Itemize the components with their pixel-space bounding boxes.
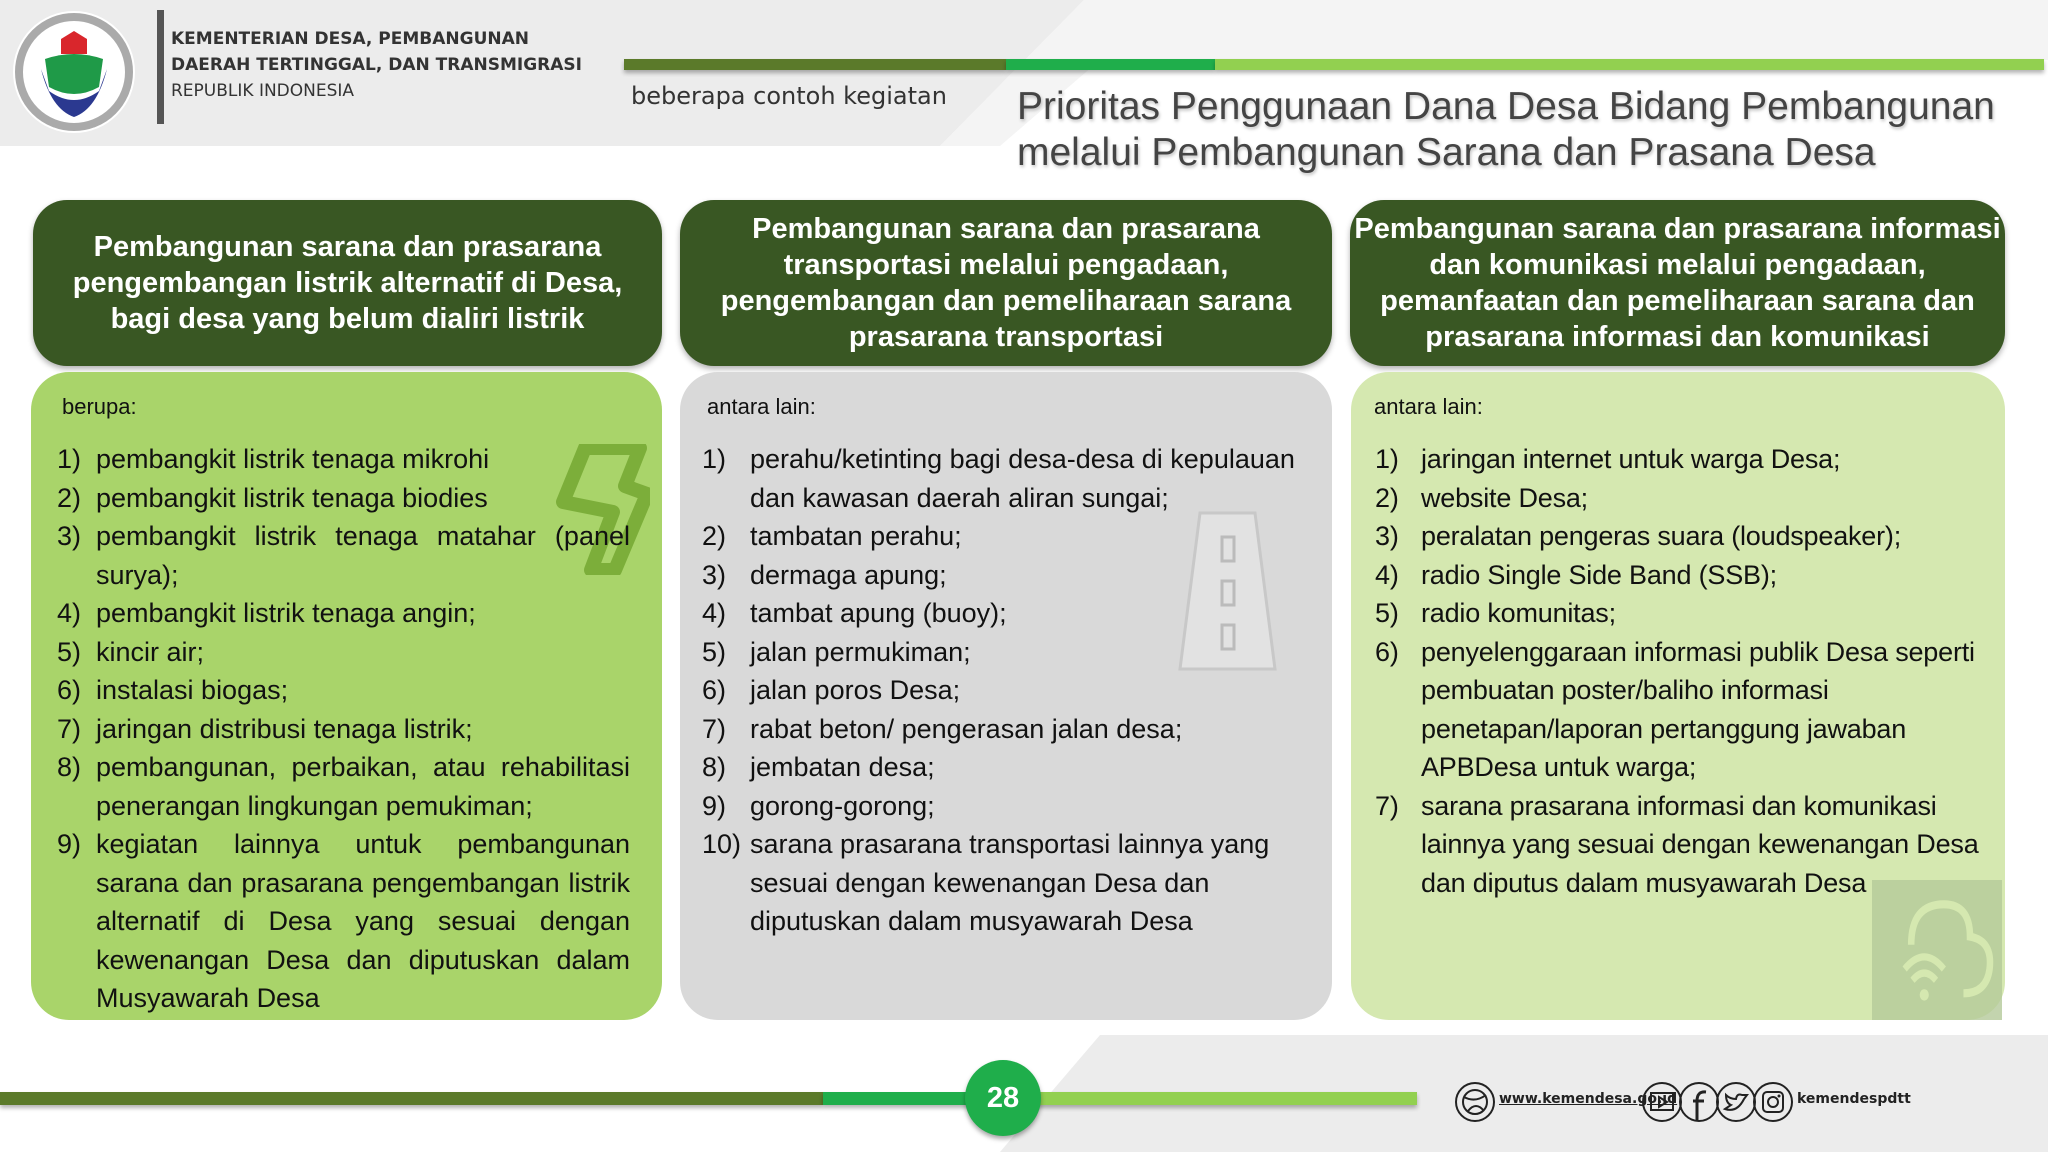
- list-item-number: 1): [1375, 444, 1399, 474]
- list-item: [1351, 787, 2005, 903]
- social-handle: kemendespdtt: [1797, 1091, 1911, 1107]
- list-item: [680, 671, 1332, 710]
- list-item-number: 5): [57, 636, 82, 667]
- list-item-number: 9): [702, 790, 727, 821]
- list-item-number: 7): [1375, 790, 1399, 821]
- ministry-name: [171, 26, 582, 104]
- list-item: [680, 710, 1332, 749]
- list-item-number: 8): [57, 752, 82, 782]
- list-item-number: 3): [1375, 521, 1399, 551]
- list-item: [31, 633, 662, 672]
- list-item: [680, 440, 1332, 517]
- list-item-text: radio Single Side Band (SSB);: [1421, 559, 1777, 590]
- list-item-text: tambat apung (buoy);: [750, 598, 1007, 628]
- column-3-intro: antara lain:: [1374, 394, 1483, 419]
- list-item: [31, 479, 662, 518]
- list-item: [1351, 633, 2005, 787]
- list-item: [680, 633, 1332, 672]
- list-item-number: 2): [57, 482, 82, 513]
- list-item-number: 3): [702, 559, 727, 590]
- list-item-number: 2): [702, 521, 727, 551]
- column-2-heading: Pembangunan sarana dan prasarana transportasi melalui pengadaan, pengembangan dan pemeliharaan sarana prasarana transportasi: [680, 200, 1332, 366]
- list-item-text: jaringan distribusi tenaga listrik;: [96, 713, 473, 744]
- list-item-number: 4): [57, 598, 82, 628]
- page-title: [1017, 84, 1995, 176]
- footer-bar-olive: [0, 1092, 823, 1105]
- list-item: [31, 825, 662, 1018]
- list-item: [680, 594, 1332, 633]
- list-item-number: 6): [1375, 636, 1399, 667]
- column-2-body: [680, 372, 1332, 1020]
- list-item-text: pembangkit listrik tenaga mikrohi: [96, 444, 490, 474]
- list-item-text: jalan poros Desa;: [750, 675, 961, 705]
- header-bar-olive: [624, 59, 1006, 70]
- list-item-number: 4): [1375, 559, 1399, 590]
- list-item-number: 6): [702, 675, 727, 705]
- column-3-list: [1351, 440, 2005, 902]
- header-divider: [157, 10, 164, 124]
- list-item-text: pembangkit listrik tenaga angin;: [96, 598, 476, 628]
- list-item-text: gorong-gorong;: [750, 790, 935, 821]
- list-item-text: sarana prasarana transportasi lainnya yang sesuai dengan kewenangan Desa dan diputuskan dalam musyawarah Desa: [750, 829, 1270, 936]
- list-item-number: 1): [702, 444, 727, 474]
- list-item: [680, 787, 1332, 826]
- header-bar-green: [1006, 59, 1215, 70]
- list-item: [31, 594, 662, 633]
- ministry-line-2: DAERAH TERTINGGAL, DAN TRANSMIGRASI: [171, 55, 582, 75]
- list-item: [31, 517, 662, 594]
- list-item-number: 8): [702, 752, 727, 782]
- ministry-line-1: KEMENTERIAN DESA, PEMBANGUNAN: [171, 29, 529, 49]
- column-1-body: [31, 372, 662, 1020]
- list-item-text: kincir air;: [96, 636, 205, 667]
- list-item-text: radio komunitas;: [1421, 598, 1616, 628]
- list-item-text: jembatan desa;: [750, 752, 935, 782]
- list-item-text: peralatan pengeras suara (loudspeaker);: [1421, 521, 1902, 551]
- list-item-text: pembangunan, perbaikan, atau rehabilitasi penerangan lingkungan pemukiman;: [96, 752, 630, 821]
- list-item: [31, 440, 662, 479]
- list-item-text: pembangkit listrik tenaga matahar (panel surya);: [96, 521, 630, 590]
- twitter-icon[interactable]: [1715, 1081, 1757, 1123]
- list-item-number: 10): [702, 829, 742, 859]
- list-item: [31, 710, 662, 749]
- website-link[interactable]: www.kemendesa.go.id: [1499, 1091, 1678, 1107]
- list-item: [680, 825, 1332, 941]
- facebook-icon[interactable]: [1678, 1081, 1720, 1123]
- column-1-heading: Pembangunan sarana dan prasarana pengembangan listrik alternatif di Desa, bagi desa yang belum dialiri listrik: [33, 200, 662, 366]
- list-item: [680, 556, 1332, 595]
- title-line-2: melalui Pembangunan Sarana dan Prasana Desa: [1017, 131, 1876, 174]
- list-item-number: 4): [702, 598, 727, 628]
- list-item-text: rabat beton/ pengerasan jalan desa;: [750, 713, 1183, 744]
- footer-bar-light-green: [993, 1092, 1417, 1105]
- list-item-text: perahu/ketinting bagi desa-desa di kepulauan dan kawasan daerah aliran sungai;: [750, 444, 1295, 513]
- globe-icon: [1454, 1081, 1496, 1123]
- list-item: [1351, 517, 2005, 556]
- list-item-text: instalasi biogas;: [96, 675, 289, 705]
- title-line-1: Prioritas Penggunaan Dana Desa Bidang Pembangunan: [1017, 85, 1995, 128]
- list-item: [1351, 594, 2005, 633]
- list-item: [31, 671, 662, 710]
- list-item-text: website Desa;: [1421, 482, 1588, 513]
- youtube-icon[interactable]: [1641, 1081, 1683, 1123]
- instagram-icon[interactable]: [1752, 1081, 1794, 1123]
- list-item-number: 7): [702, 713, 727, 744]
- list-item-text: dermaga apung;: [750, 559, 947, 590]
- list-item-text: jalan permukiman;: [750, 636, 971, 667]
- list-item-number: 5): [702, 636, 727, 667]
- header-bar-light-green: [1215, 59, 2044, 70]
- column-2-intro: antara lain:: [707, 394, 816, 419]
- page-number: 28: [965, 1060, 1041, 1136]
- list-item-number: 9): [57, 829, 82, 859]
- ministry-line-3: REPUBLIK INDONESIA: [171, 81, 355, 101]
- list-item: [1351, 556, 2005, 595]
- list-item-text: sarana prasarana informasi dan komunikasi lainnya yang sesuai dengan kewenangan Desa dan diputus dalam musyawarah Desa: [1421, 790, 1979, 898]
- list-item-text: kegiatan lainnya untuk pembangunan sarana dan prasarana pengembangan listrik alternatif di Desa yang sesuai dengan kewenangan Desa dan diputuskan dalam Musyawarah Desa: [96, 829, 630, 1013]
- list-item-number: 3): [57, 521, 82, 551]
- list-item-number: 5): [1375, 598, 1399, 628]
- list-item: [1351, 479, 2005, 518]
- subtitle: beberapa contoh kegiatan: [631, 82, 947, 110]
- list-item: [1351, 440, 2005, 479]
- list-item: [31, 748, 662, 825]
- ministry-logo: [11, 9, 137, 135]
- list-item: [680, 517, 1332, 556]
- column-2-list: [680, 440, 1332, 941]
- list-item-number: 6): [57, 675, 82, 705]
- list-item-text: pembangkit listrik tenaga biodies: [96, 482, 488, 513]
- list-item-text: penyelenggaraan informasi publik Desa seperti pembuatan poster/baliho informasi penetapan/laporan pertanggung jawaban APBDesa untuk warga;: [1421, 636, 1975, 782]
- list-item: [680, 748, 1332, 787]
- column-1-list: [31, 440, 662, 1018]
- list-item-number: 7): [57, 713, 82, 744]
- column-3-heading: Pembangunan sarana dan prasarana informasi dan komunikasi melalui pengadaan, pemanfaatan dan pemeliharaan sarana dan prasarana informasi dan komunikasi: [1350, 200, 2005, 366]
- list-item-text: jaringan internet untuk warga Desa;: [1421, 444, 1841, 474]
- column-1-intro: berupa:: [62, 394, 137, 419]
- list-item-text: tambatan perahu;: [750, 521, 962, 551]
- list-item-number: 2): [1375, 482, 1399, 513]
- list-item-number: 1): [57, 444, 82, 474]
